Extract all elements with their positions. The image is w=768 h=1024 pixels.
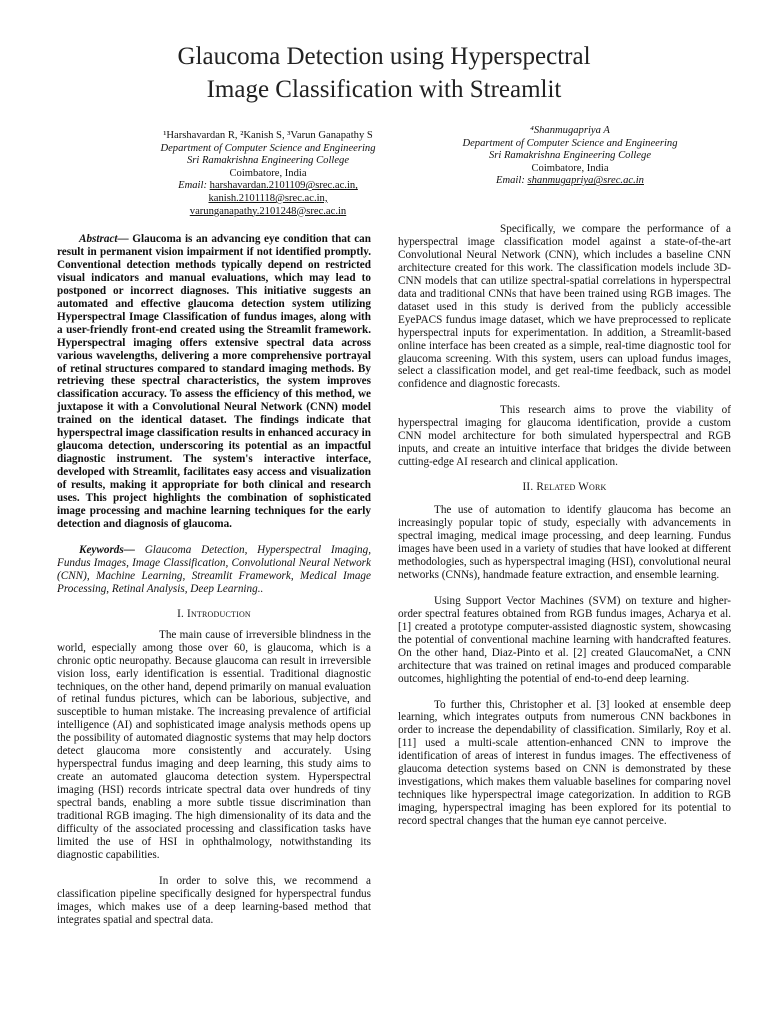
intro-paragraph-1: The main cause of irreversible blindness in the world, especially among those over 60, is glaucoma, which is a chronic optic neuropathy. Because glaucoma can result in irreversible vision loss, early identification is essential. Traditional diagnostic techniques, on the other hand, depend primarily on manual evaluation of retinal fundus pictures, which can be laborious, subjective, and susceptible to human mistake. The increasing prevalence of artificial intelligence (AI) and sophisticated image analysis methods opens up the possibility of automated diagnostic systems that may help doctors detect glaucoma more consistently and accurately. Using hyperspectral fundus imaging and deep learning, this study aims to create an automated glaucoma detection system. Hyperspectral imaging (HSI) records intricate spectral data over hundreds of tiny spectral bands, enabling a more subtle tissue discrimination than traditional RGB imaging. The high dimensionality of its data and the difficulty of the associated processing and classification tasks have limited the use of HSI in ophthalmology, notwithstanding its diagnostic capabilities. <box>57 628 371 861</box>
intro-paragraph-4: This research aims to prove the viability of hyperspectral imaging for glaucoma identification, provide a custom CNN model architecture for both simulated hyperspectral and RGB inputs, and create an intuitive interface that bridges the divide between cutting-edge AI research and clinical application. <box>398 404 731 469</box>
email-link-1[interactable]: harshavardan.2101109@srec.ac.in, <box>209 180 358 192</box>
paper-title <box>0 40 768 106</box>
author-names: ⁴Shanmugapriya A <box>530 125 610 136</box>
keywords-text: Glaucoma Detection, Hyperspectral Imaging, Fundus Images, Image Classification, Convolutional Neural Network (CNN), Machine Learning, Streamlit Framework, Medical Image Processing, Retinal Analysis, Deep Learning.. <box>57 543 371 595</box>
affiliation-right <box>420 125 720 188</box>
keywords <box>57 544 371 596</box>
left-column <box>57 233 371 927</box>
abstract <box>57 233 371 531</box>
college: Sri Ramakrishna Engineering College <box>186 155 350 167</box>
title-line-2: Image Classification with Streamlit <box>206 76 562 103</box>
email-link-3[interactable]: varunganapathy.2101248@srec.ac.in <box>189 205 347 217</box>
college: Sri Ramakrishna Engineering College <box>488 150 652 162</box>
location: Coimbatore, India <box>531 162 609 174</box>
right-column <box>398 223 731 828</box>
email-link-2[interactable]: kanish.2101118@srec.ac.in, <box>208 192 328 204</box>
section-number: I. <box>177 607 185 620</box>
related-work-paragraph-3: To further this, Christopher et al. [3] looked at ensemble deep learning, which integrates outputs from numerous CNN backbones in order to increase the dependability of classification. Similarly, Roy et al. [11] used a multi-scale attention-enhanced CNN to improve the identification of areas of interest in fundus images. The effectiveness of glaucoma detection systems based on CNN is demonstrated by these investigations, which makes them valuable baselines for comparing novel techniques like hyperspectral image categorization. In addition to RGB imaging, hyperspectral imaging has been explored for its potential to record spectral changes that the human eye cannot perceive. <box>398 698 731 828</box>
section-heading-introduction <box>57 608 371 621</box>
section-number: II. <box>522 481 534 494</box>
email-label: Email: <box>496 175 525 187</box>
keywords-lead: Keywords— <box>79 543 135 556</box>
section-title: Related Work <box>536 481 607 494</box>
author-names: ¹Harshavardan R, ²Kanish S, ³Varun Ganapathy S <box>163 130 373 141</box>
department: Department of Computer Science and Engineering <box>462 137 678 149</box>
intro-paragraph-3: Specifically, we compare the performance of a hyperspectral image classification model against a state-of-the-art Convolutional Neural Network (CNN), which includes a baseline CNN architecture created for this work. The classification models include 3D-CNN models that can utilize spectral-spatial correlations in hyperspectral data and traditional CNNs that have been trained using RGB images. The dataset used in this study is derived from the publicly accessible EyePACS fundus image dataset, which we have preprocessed to replicate hyperspectral inputs for experimentation. In addition, a Streamlit-based online interface has been created as a simple, real-time diagnostic tool for glaucoma screening. With this system, users can upload fundus images, select a classification model, and get real-time feedback, such as model confidence and diagnostic forecasts. <box>398 223 731 391</box>
affiliation-left <box>98 130 438 218</box>
abstract-lead: Abstract— <box>79 233 129 245</box>
title-line-1: Glaucoma Detection using Hyperspectral <box>177 43 591 70</box>
email-link[interactable]: shanmugapriya@srec.ac.in <box>527 175 644 187</box>
department: Department of Computer Science and Engineering <box>160 142 376 154</box>
related-work-paragraph-2: Using Support Vector Machines (SVM) on texture and higher-order spectral features obtained from RGB fundus images, Acharya et al. [1] created a prototype computer-assisted diagnostic system, showcasing the potential of conventional machine learning with handcrafted features. On the other hand, Diaz-Pinto et al. [2] created GlaucomaNet, a CNN architecture that was trained on retinal images and produced comparable outcomes, highlighting the potential of end-to-end deep learning. <box>398 594 731 685</box>
related-work-paragraph-1: The use of automation to identify glaucoma has become an increasingly popular topic of study, especially with advancements in spectral imaging, medical image processing, and deep learning. Fundus images have been used in a variety of studies that have looked at different methodologies, such as hyperspectral imaging (HSI), convolutional neural networks (CNNs), handmade feature extraction, and ensemble learning. <box>398 504 731 581</box>
location: Coimbatore, India <box>229 167 307 179</box>
intro-paragraph-2: In order to solve this, we recommend a classification pipeline specifically designed for hyperspectral fundus images, which makes use of a deep learning-based method that integrates spatial and spectral data. <box>57 874 371 926</box>
section-title: Introduction <box>187 607 251 620</box>
email-label: Email: <box>178 180 207 192</box>
abstract-text: Glaucoma is an advancing eye condition that can result in permanent vision impairment if not identified promptly. Conventional detection methods typically depend on restricted visual indicators and manual evaluations, which may lead to postponed or incorrect diagnoses. This initiative suggests an automated and effective glaucoma detection system utilizing Hyperspectral Image Classification of fundus images, along with a user-friendly front-end created using the Streamlit framework. Hyperspectral imaging offers extensive spectral data across various wavelengths, delivering a more comprehensive portrayal of retinal structures compared to standard imaging methods. By retrieving these spectral characteristics, the system improves classification accuracy. To assess the efficiency of this method, we juxtapose it with a Convolutional Neural Network (CNN) model trained on the identical dataset. The findings indicate that hyperspectral image classification results in enhanced accuracy in glaucoma detection, underscoring its potential as an impactful diagnostic instrument. The system's interactive interface, developed with Streamlit, facilitates easy access and visualization of results, making it appropriate for both clinical and research uses. This project highlights the combination of sophisticated image processing and machine learning techniques for the early detection and diagnosis of glaucoma. <box>57 233 371 530</box>
section-heading-related-work <box>398 481 731 494</box>
